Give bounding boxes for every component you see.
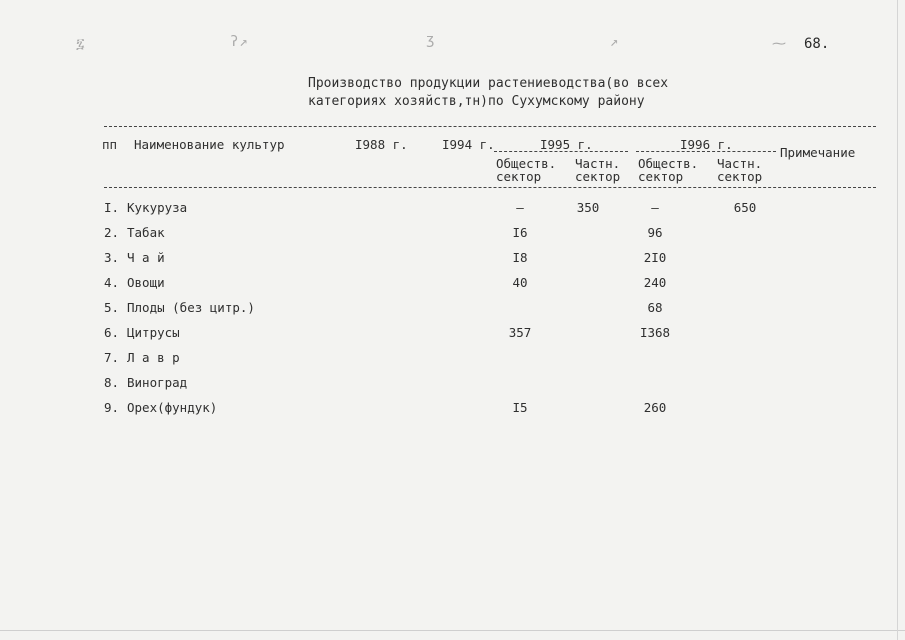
header-1995-private [575, 157, 620, 183]
row-crop-name: Орех(фундук) [127, 400, 218, 415]
stamp-mark-5: ⁓ [772, 36, 787, 52]
public-label: Обществ. [496, 156, 557, 171]
sector-label: сектор [717, 169, 763, 184]
stamp-mark-4: ↗ [610, 34, 620, 50]
row-1996-public-value: I368 [639, 325, 671, 340]
row-number: I. [104, 200, 120, 215]
stamp-mark-2: ʔ↗ [230, 34, 249, 50]
row-crop-name: Кукуруза [127, 200, 188, 215]
row-1996-private-value: 650 [733, 200, 757, 215]
page-bottom-edge [0, 630, 905, 631]
row-1996-public-value: 96 [647, 225, 663, 240]
title-line-1: Производство продукции растениеводства(во всех [308, 76, 669, 91]
row-1996-public-value: 260 [643, 400, 667, 415]
row-1995-public-value: I8 [512, 250, 528, 265]
row-number: 7. [104, 350, 120, 365]
row-number: 3. [104, 250, 120, 265]
header-bottom-rule [104, 187, 876, 188]
row-number: 5. [104, 300, 120, 315]
row-1996-public-value: 240 [643, 275, 667, 290]
row-crop-name: Табак [127, 225, 165, 240]
table-top-rule [104, 126, 876, 127]
row-1995-private-value: 350 [576, 200, 600, 215]
row-number: 8. [104, 375, 120, 390]
header-1996: I996 г. [680, 137, 733, 152]
row-1995-public-value: 40 [512, 275, 528, 290]
public-label: Обществ. [638, 156, 699, 171]
header-1988: I988 г. [355, 137, 408, 152]
row-number: 4. [104, 275, 120, 290]
row-crop-name: Виноград [127, 375, 188, 390]
row-crop-name: Плоды (без цитр.) [127, 300, 255, 315]
row-number: 6. [104, 325, 120, 340]
row-1995-public-value: – [516, 200, 524, 215]
header-number: пп [102, 137, 118, 152]
header-1994: I994 г. [442, 137, 495, 152]
stamp-mark-3: ʒ [426, 32, 436, 48]
sector-label: сектор [496, 169, 542, 184]
rule-1996 [636, 151, 776, 152]
header-1995: I995 г. [540, 137, 593, 152]
sector-label: сектор [638, 169, 684, 184]
row-1995-public-value: 357 [508, 325, 532, 340]
row-crop-name: Цитрусы [127, 325, 180, 340]
header-1995-public [496, 157, 556, 183]
row-number: 2. [104, 225, 120, 240]
header-crop-name: Наименование культур [134, 137, 285, 152]
page-number: 68. [804, 36, 830, 52]
header-notes: Примечание [780, 145, 856, 160]
row-1995-public-value: I5 [512, 400, 528, 415]
row-1995-public-value: I6 [512, 225, 528, 240]
private-label: Частн. [717, 156, 763, 171]
header-1996-private [717, 157, 762, 183]
rule-1995 [494, 151, 628, 152]
row-1996-public-value: 68 [647, 300, 663, 315]
title-line-2: категориях хозяйств,тн)по Сухумскому району [308, 94, 645, 109]
row-1996-public-value: 2I0 [643, 250, 667, 265]
row-crop-name: Ч а й [127, 250, 165, 265]
header-1996-public [638, 157, 698, 183]
row-1996-public-value: – [651, 200, 659, 215]
row-crop-name: Овощи [127, 275, 165, 290]
stamp-mark-1: ፯ [76, 36, 86, 52]
private-label: Частн. [575, 156, 621, 171]
sector-label: сектор [575, 169, 621, 184]
row-crop-name: Л а в р [127, 350, 180, 365]
row-number: 9. [104, 400, 120, 415]
document-title [308, 75, 668, 111]
page-right-edge [897, 0, 898, 640]
